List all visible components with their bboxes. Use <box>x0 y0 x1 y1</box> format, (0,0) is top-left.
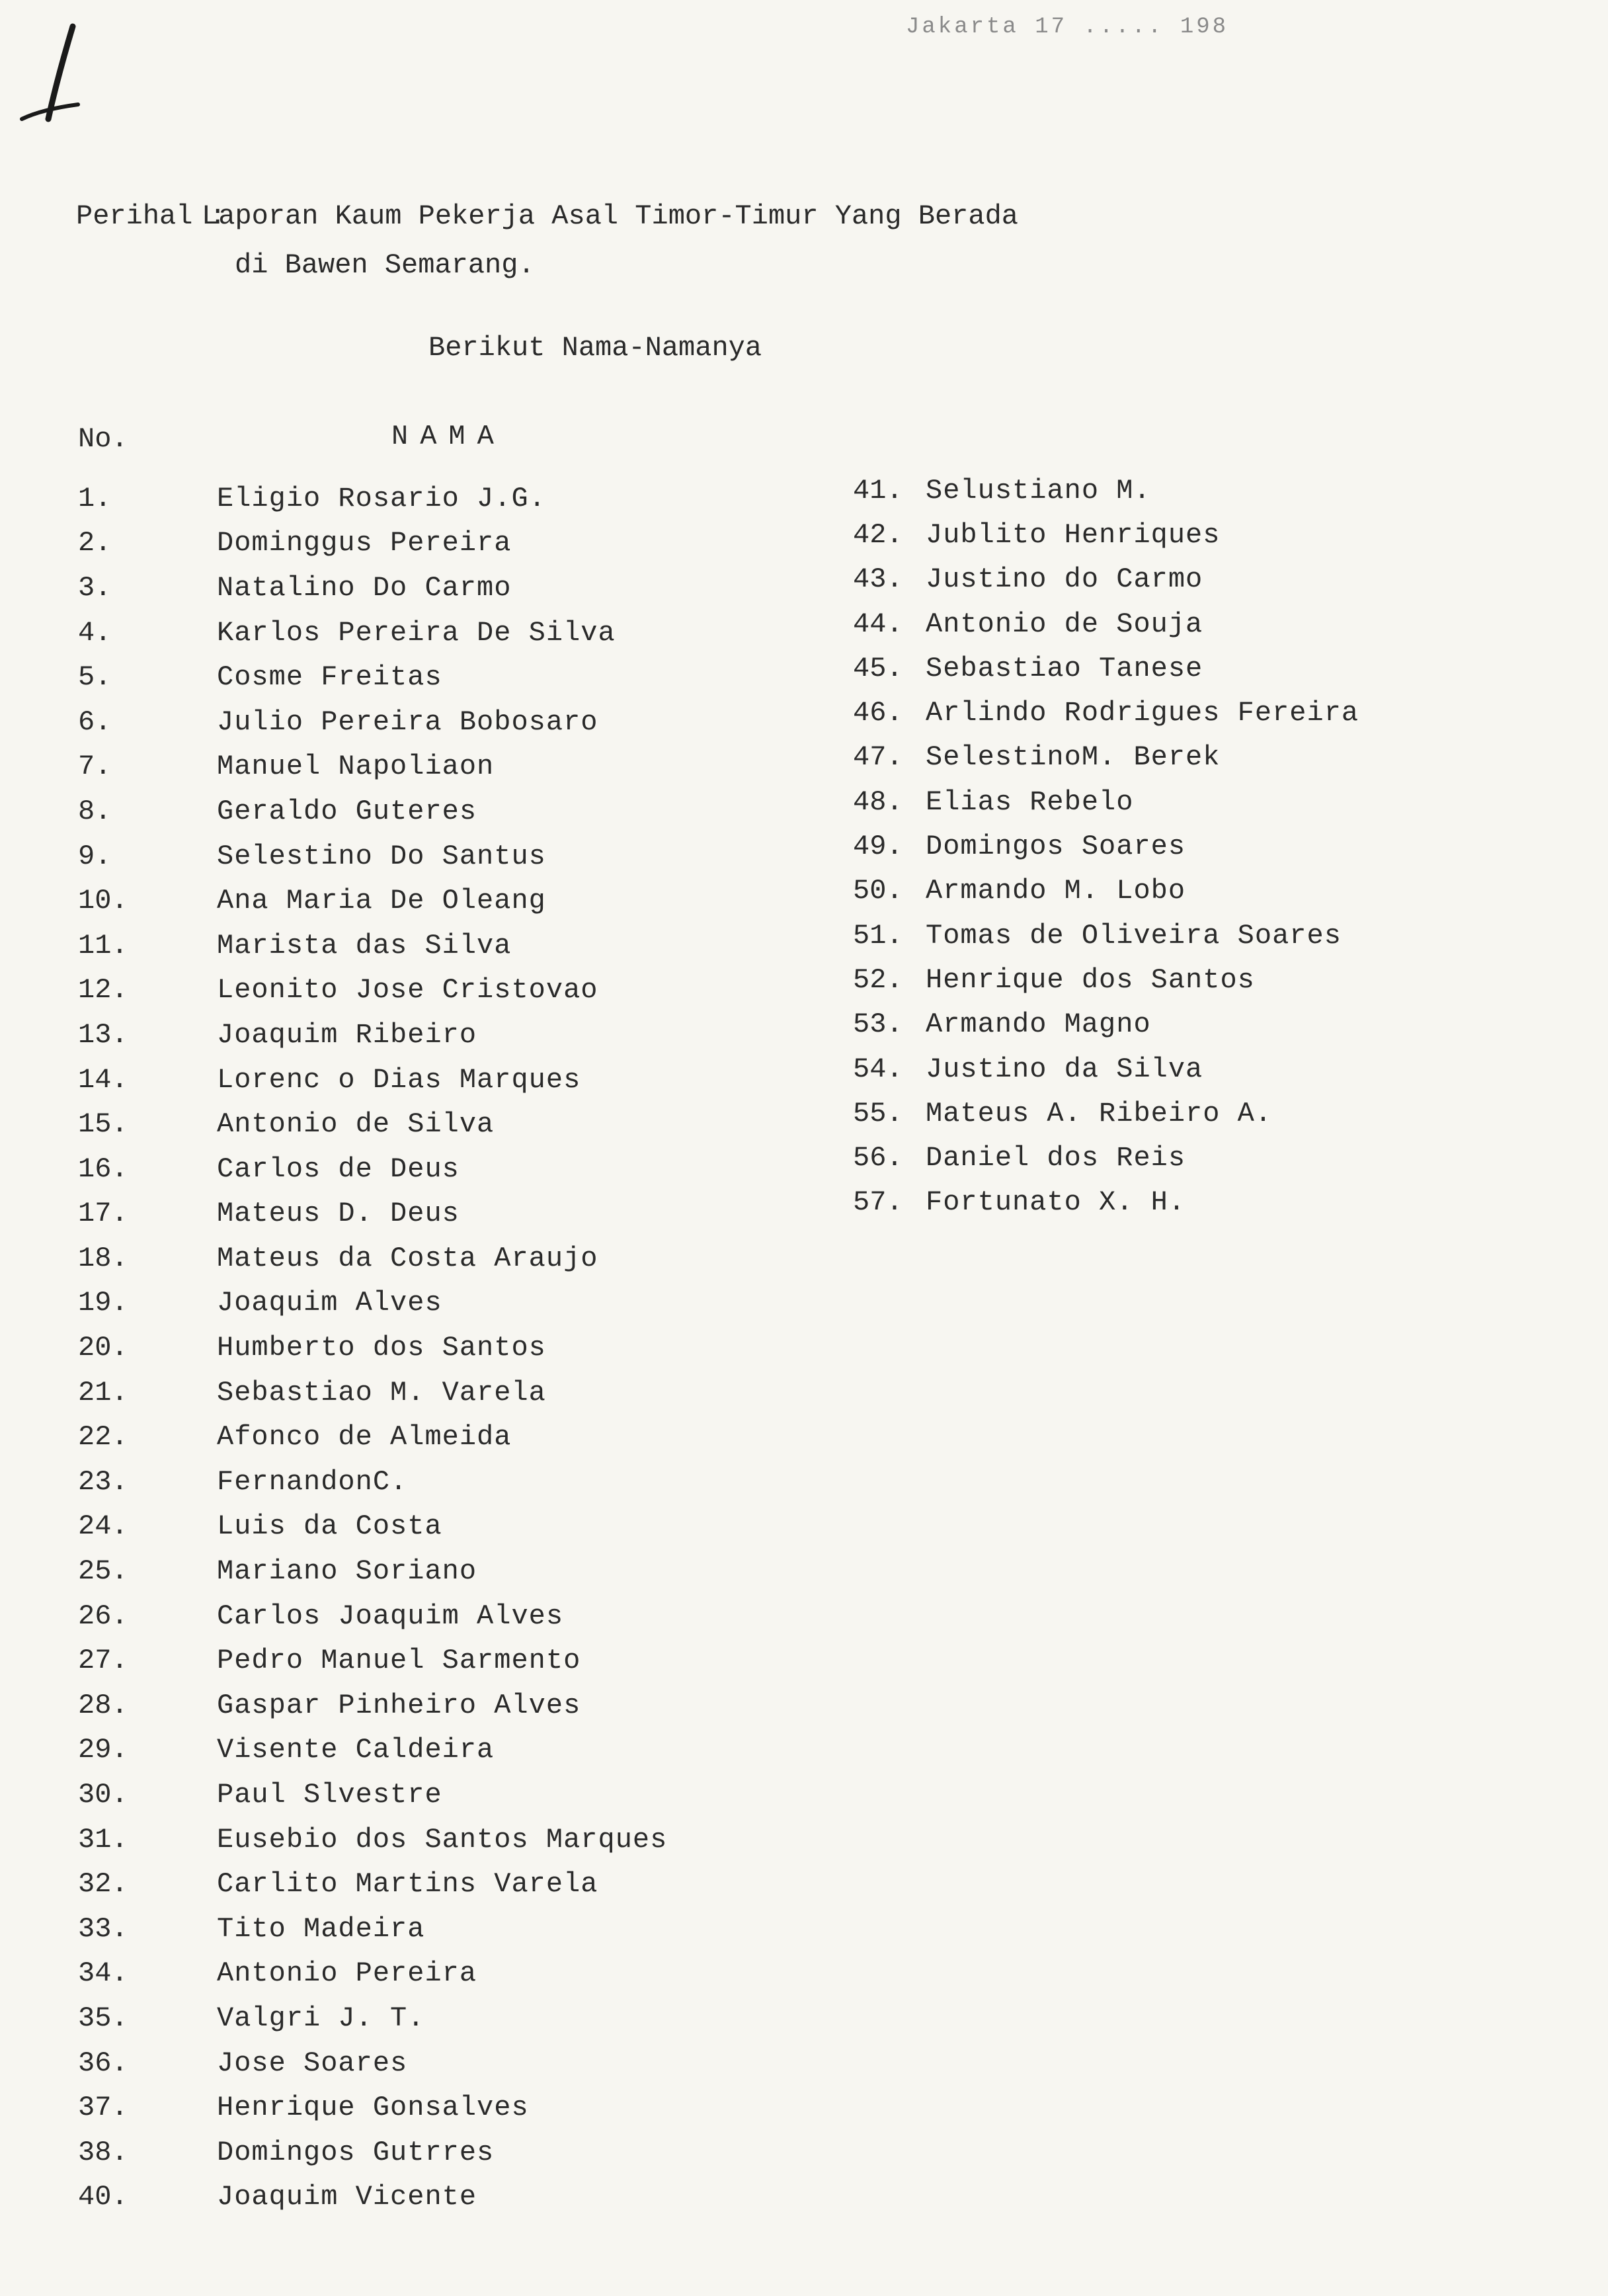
list-item <box>78 1772 667 1817</box>
item-number: 36. <box>78 2047 128 2079</box>
item-number: 54. <box>853 1053 903 1085</box>
item-name: Mateus D. Deus <box>217 1198 460 1230</box>
item-name: Eusebio dos Santos Marques <box>217 1823 668 1856</box>
list-item <box>78 476 667 521</box>
item-name: FernandonC. <box>217 1465 408 1498</box>
column-header-nama: NAMA <box>391 421 506 452</box>
list-item <box>853 958 1359 1002</box>
item-name: Antonio Pereira <box>217 1957 477 1990</box>
item-name: Mateus A. Ribeiro A. <box>926 1097 1273 1129</box>
item-name: Jose Soares <box>217 2047 408 2079</box>
name-list-left <box>78 476 667 2219</box>
item-name: Dominggus Pereira <box>217 527 512 559</box>
item-name: Marista das Silva <box>217 929 512 962</box>
item-name: Selestino Do Santus <box>217 840 546 872</box>
list-item <box>853 557 1359 602</box>
list-item <box>78 1325 667 1370</box>
list-item <box>78 834 667 879</box>
list-item <box>853 1180 1359 1225</box>
item-number: 56. <box>853 1142 903 1174</box>
item-number: 33. <box>78 1912 128 1945</box>
list-item <box>78 521 667 566</box>
list-item <box>78 1102 667 1147</box>
item-number: 48. <box>853 786 903 818</box>
item-number: 41. <box>853 474 903 507</box>
item-name: Lorenc o Dias Marques <box>217 1063 581 1096</box>
item-name: Fortunato X. H. <box>926 1186 1186 1219</box>
item-name: Visente Caldeira <box>217 1734 495 1766</box>
item-number: 35. <box>78 2002 128 2034</box>
list-item <box>78 1459 667 1504</box>
item-number: 9. <box>78 840 112 872</box>
list-item <box>853 602 1359 646</box>
item-number: 52. <box>853 964 903 996</box>
list-item <box>78 789 667 834</box>
item-name: Humberto dos Santos <box>217 1332 546 1364</box>
list-item <box>78 1370 667 1415</box>
item-name: Daniel dos Reis <box>926 1142 1186 1174</box>
list-item <box>78 1147 667 1192</box>
list-item <box>78 700 667 745</box>
item-number: 19. <box>78 1287 128 1319</box>
list-item <box>78 878 667 923</box>
item-number: 8. <box>78 795 112 827</box>
list-item <box>853 690 1359 735</box>
item-number: 2. <box>78 527 112 559</box>
item-number: 46. <box>853 697 903 729</box>
list-item <box>78 1906 667 1951</box>
item-number: 32. <box>78 1868 128 1901</box>
list-item <box>853 869 1359 913</box>
list-item <box>78 610 667 655</box>
item-number: 34. <box>78 1957 128 1990</box>
item-name: Luis da Costa <box>217 1510 442 1543</box>
item-name: Joaquim Alves <box>217 1287 442 1319</box>
list-item <box>78 2041 667 2086</box>
list-item <box>78 1862 667 1906</box>
item-name: Cosme Freitas <box>217 661 442 694</box>
list-item <box>78 1549 667 1594</box>
item-number: 3. <box>78 571 112 604</box>
list-item <box>78 655 667 700</box>
item-number: 40. <box>78 2181 128 2213</box>
list-item <box>853 735 1359 780</box>
item-number: 43. <box>853 563 903 596</box>
date-stamp: Jakarta 17 ..... 198 <box>906 15 1229 40</box>
item-number: 44. <box>853 608 903 640</box>
list-item <box>78 2085 667 2130</box>
item-name: Mateus da Costa Araujo <box>217 1242 598 1274</box>
item-number: 24. <box>78 1510 128 1543</box>
item-number: 50. <box>853 875 903 907</box>
item-name: Mariano Soriano <box>217 1555 477 1588</box>
list-item <box>853 913 1359 958</box>
list-item <box>78 1414 667 1459</box>
list-item <box>78 1192 667 1237</box>
list-item <box>853 1135 1359 1180</box>
list-subtitle: Berikut Nama-Namanya <box>428 332 762 364</box>
list-item <box>78 1996 667 2041</box>
item-number: 4. <box>78 616 112 649</box>
item-number: 51. <box>853 919 903 952</box>
item-number: 12. <box>78 974 128 1006</box>
item-name: Sebastiao Tanese <box>926 652 1203 684</box>
item-name: Domingos Soares <box>926 831 1186 863</box>
item-name: Carlos Joaquim Alves <box>217 1600 564 1632</box>
item-number: 45. <box>853 652 903 684</box>
item-number: 17. <box>78 1198 128 1230</box>
item-number: 49. <box>853 831 903 863</box>
list-item <box>78 1057 667 1102</box>
item-name: Ana Maria De Oleang <box>217 885 546 917</box>
item-number: 26. <box>78 1600 128 1632</box>
item-name: Justino da Silva <box>926 1053 1203 1085</box>
list-item <box>853 1047 1359 1091</box>
item-name: Antonio de Silva <box>217 1108 495 1141</box>
item-name: Pedro Manuel Sarmento <box>217 1645 581 1677</box>
list-item <box>78 1817 667 1862</box>
item-name: Henrique Gonsalves <box>217 2092 529 2124</box>
item-number: 21. <box>78 1376 128 1409</box>
item-number: 42. <box>853 518 903 551</box>
item-number: 37. <box>78 2092 128 2124</box>
list-item <box>78 1728 667 1773</box>
list-item <box>78 565 667 610</box>
item-number: 14. <box>78 1063 128 1096</box>
item-number: 28. <box>78 1689 128 1721</box>
list-item <box>78 968 667 1013</box>
item-number: 13. <box>78 1018 128 1051</box>
list-item <box>78 1638 667 1683</box>
item-name: Selustiano M. <box>926 474 1151 507</box>
list-item <box>78 745 667 790</box>
item-name: Gaspar Pinheiro Alves <box>217 1689 581 1721</box>
item-name: Joaquim Vicente <box>217 2181 477 2213</box>
handwritten-page-number <box>12 20 91 126</box>
item-number: 15. <box>78 1108 128 1141</box>
subject-block <box>76 192 1018 290</box>
item-name: Tomas de Oliveira Soares <box>926 919 1342 952</box>
item-name: Henrique dos Santos <box>926 964 1255 996</box>
item-number: 16. <box>78 1153 128 1185</box>
item-name: Natalino Do Carmo <box>217 571 512 604</box>
item-number: 20. <box>78 1332 128 1364</box>
item-name: Elias Rebelo <box>926 786 1134 818</box>
item-name: Armando Magno <box>926 1008 1151 1041</box>
list-item <box>853 1003 1359 1047</box>
list-item <box>853 468 1359 512</box>
item-name: Domingos Gutrres <box>217 2136 495 2168</box>
subject-label: Perihal : <box>76 200 226 232</box>
item-number: 1. <box>78 482 112 514</box>
name-list-right <box>853 468 1359 1225</box>
item-name: SelestinoM. Berek <box>926 741 1221 774</box>
item-name: Manuel Napoliaon <box>217 751 495 783</box>
item-number: 6. <box>78 706 112 738</box>
item-number: 57. <box>853 1186 903 1219</box>
item-name: Justino do Carmo <box>926 563 1203 596</box>
item-name: Joaquim Ribeiro <box>217 1018 477 1051</box>
item-number: 47. <box>853 741 903 774</box>
list-item <box>78 1951 667 1996</box>
item-number: 38. <box>78 2136 128 2168</box>
list-item <box>853 512 1359 557</box>
item-name: Karlos Pereira De Silva <box>217 616 616 649</box>
column-header-no: No. <box>78 423 128 455</box>
item-number: 25. <box>78 1555 128 1588</box>
item-name: Valgri J. T. <box>217 2002 425 2034</box>
item-number: 27. <box>78 1645 128 1677</box>
item-name: Carlito Martins Varela <box>217 1868 598 1901</box>
item-name: Jublito Henriques <box>926 518 1221 551</box>
item-number: 29. <box>78 1734 128 1766</box>
item-name: Leonito Jose Cristovao <box>217 974 598 1006</box>
item-number: 23. <box>78 1465 128 1498</box>
item-name: Afonco de Almeida <box>217 1421 512 1454</box>
item-name: Geraldo Guteres <box>217 795 477 827</box>
item-number: 53. <box>853 1008 903 1041</box>
list-item <box>78 1012 667 1057</box>
item-name: Sebastiao M. Varela <box>217 1376 546 1409</box>
list-item <box>78 923 667 968</box>
list-item <box>78 1281 667 1326</box>
item-name: Julio Pereira Bobosaro <box>217 706 598 738</box>
item-name: Tito Madeira <box>217 1912 425 1945</box>
item-number: 5. <box>78 661 112 694</box>
item-number: 31. <box>78 1823 128 1856</box>
list-item <box>78 1683 667 1728</box>
subject-text-2: di Bawen Semarang. <box>235 249 535 281</box>
list-item <box>853 1091 1359 1135</box>
list-item <box>78 1504 667 1549</box>
item-name: Carlos de Deus <box>217 1153 460 1185</box>
item-name: Arlindo Rodrigues Fereira <box>926 697 1359 729</box>
subject-line-1 <box>76 192 1018 241</box>
list-item <box>853 824 1359 868</box>
list-item <box>78 1594 667 1639</box>
list-item <box>78 2130 667 2175</box>
list-item <box>853 646 1359 690</box>
list-item <box>78 2175 667 2220</box>
item-name: Antonio de Souja <box>926 608 1203 640</box>
item-number: 55. <box>853 1097 903 1129</box>
item-number: 18. <box>78 1242 128 1274</box>
item-number: 22. <box>78 1421 128 1454</box>
item-name: Eligio Rosario J.G. <box>217 482 546 514</box>
item-number: 11. <box>78 929 128 962</box>
item-number: 7. <box>78 751 112 783</box>
item-name: Armando M. Lobo <box>926 875 1186 907</box>
item-number: 10. <box>78 885 128 917</box>
list-item <box>853 780 1359 824</box>
item-name: Paul Slvestre <box>217 1779 442 1811</box>
subject-text-1: Laporan Kaum Pekerja Asal Timor-Timur Yang Berada <box>202 200 1019 232</box>
item-number: 30. <box>78 1779 128 1811</box>
list-item <box>78 1236 667 1281</box>
